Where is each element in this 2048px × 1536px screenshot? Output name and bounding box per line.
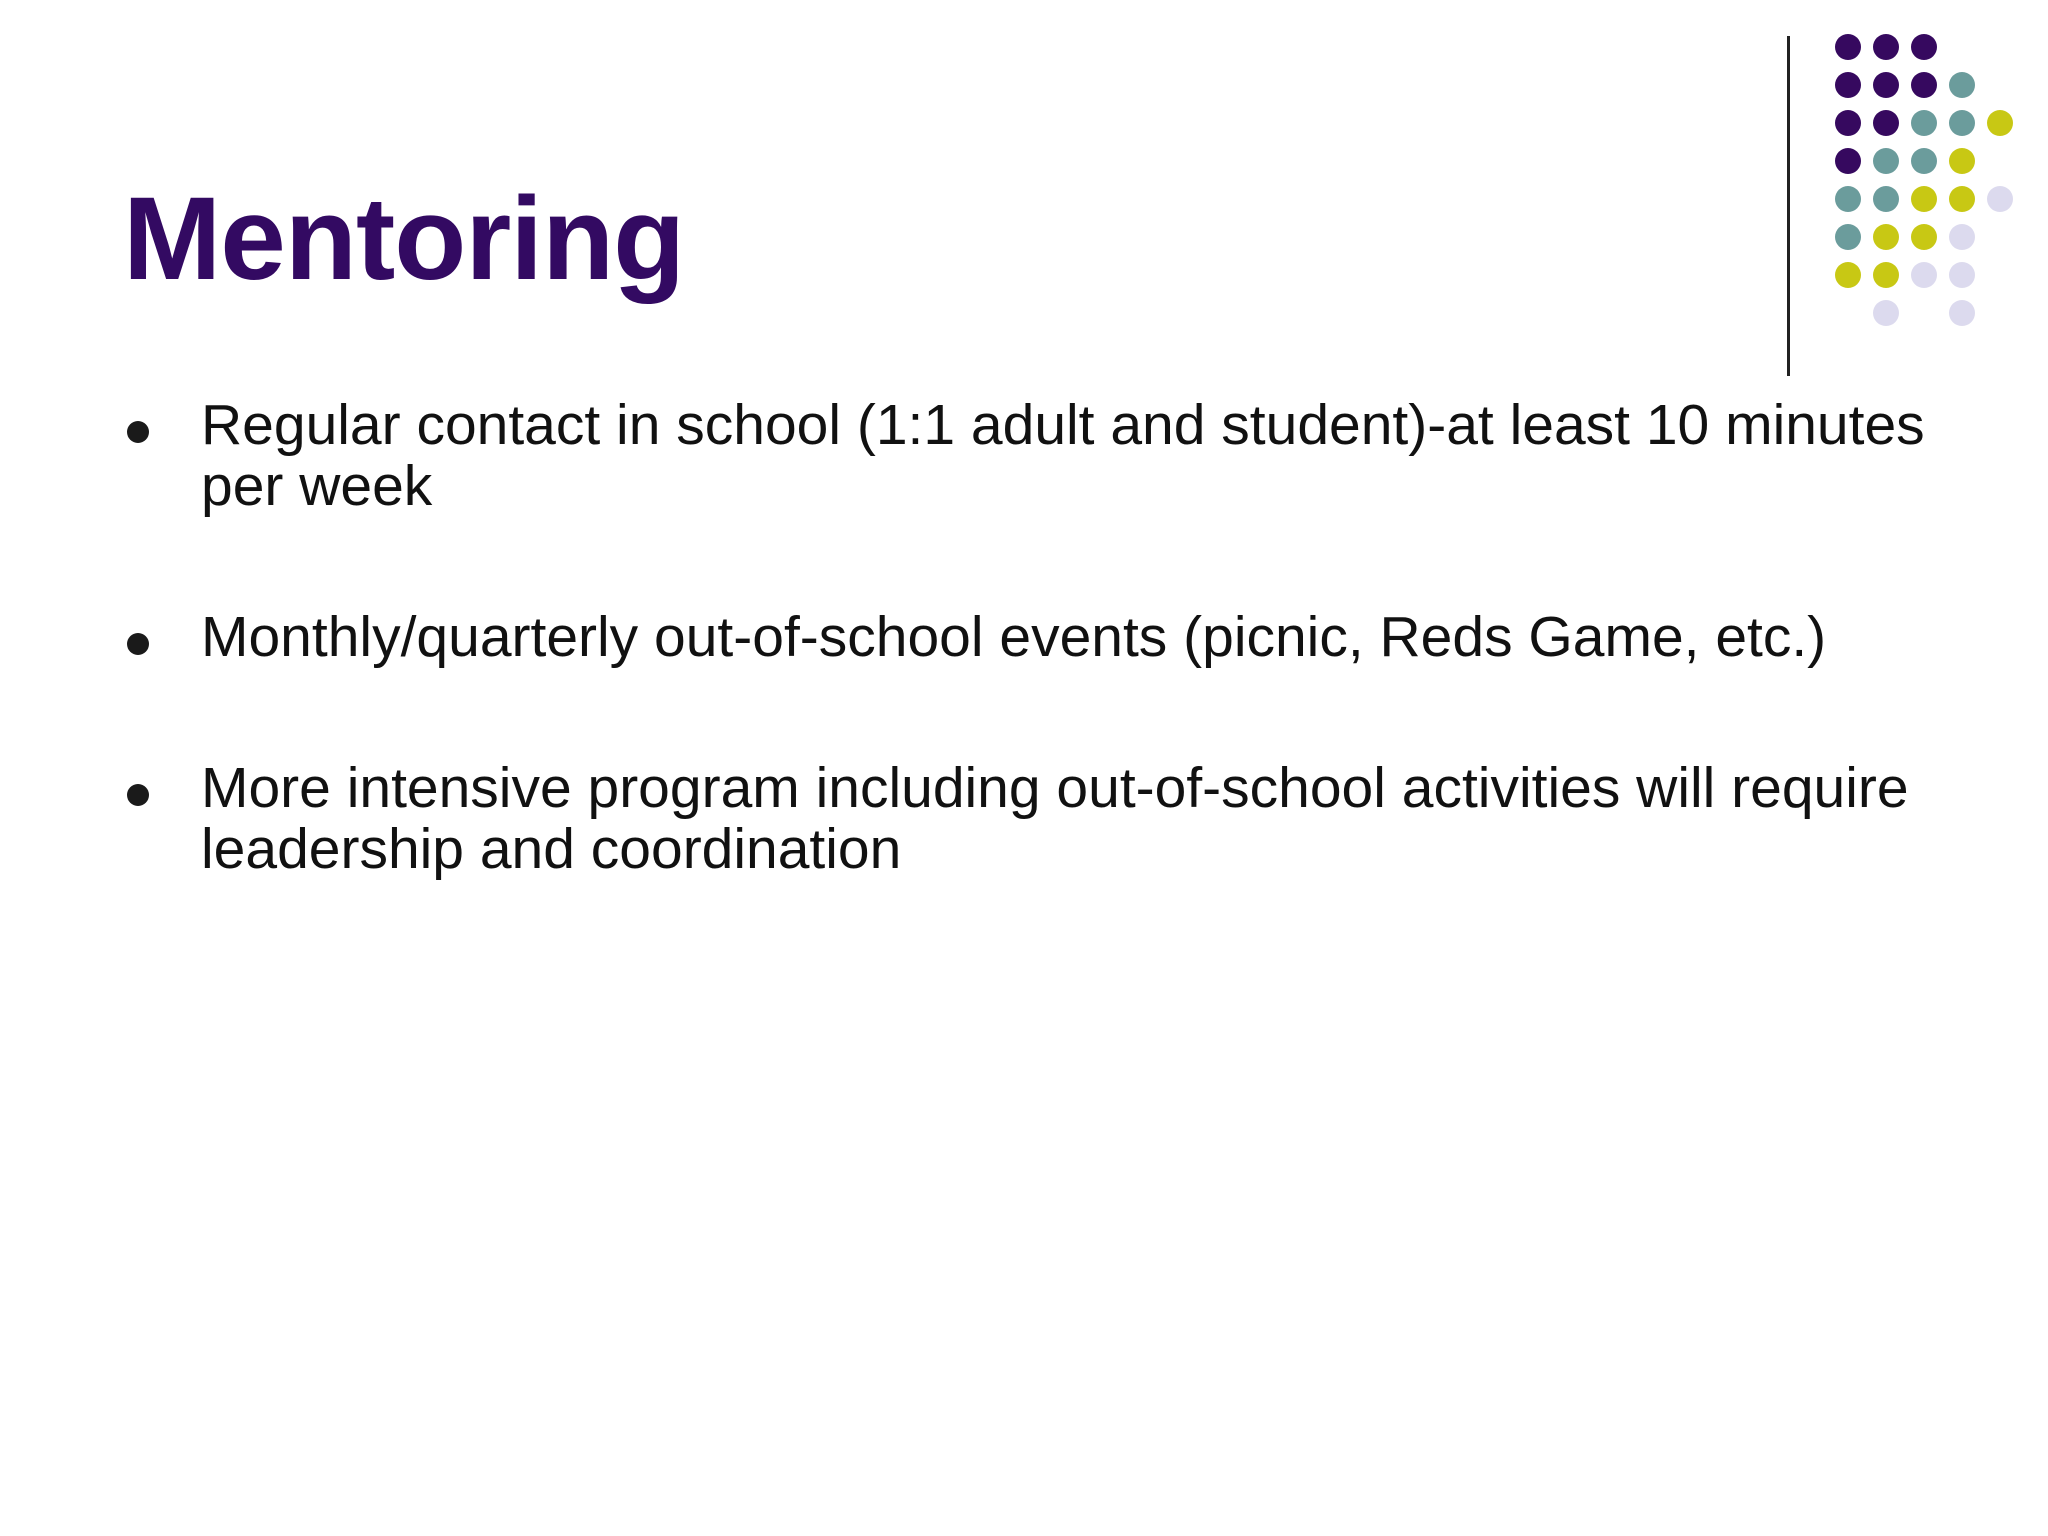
decorative-dot xyxy=(1873,224,1899,250)
decorative-dot xyxy=(1911,224,1937,250)
decorative-dot xyxy=(1987,110,2013,136)
decorative-dot xyxy=(1835,224,1861,250)
decorative-dot xyxy=(1949,72,1975,98)
decorative-dot xyxy=(1873,34,1899,60)
decorative-dot xyxy=(1949,148,1975,174)
slide-title: Mentoring xyxy=(123,173,685,305)
decorative-dot xyxy=(1911,262,1937,288)
bullet-icon xyxy=(127,421,149,443)
bullet-item xyxy=(123,395,1953,517)
bullet-item xyxy=(123,607,1953,668)
decorative-dot xyxy=(1873,72,1899,98)
decorative-dot xyxy=(1873,262,1899,288)
decorative-dot xyxy=(1911,34,1937,60)
divider-line xyxy=(1787,36,1790,376)
decorative-dot xyxy=(1873,148,1899,174)
bullet-text: Monthly/quarterly out-of-school events (picnic, Reds Game, etc.) xyxy=(201,605,1827,669)
decorative-dot xyxy=(1835,110,1861,136)
bullet-icon xyxy=(127,784,149,806)
decorative-dot xyxy=(1911,148,1937,174)
decorative-dot xyxy=(1873,300,1899,326)
decorative-dot xyxy=(1949,262,1975,288)
bullet-text: Regular contact in school (1:1 adult and student)-at least 10 minutes per week xyxy=(201,393,1925,518)
decorative-dot xyxy=(1949,186,1975,212)
decorative-dot xyxy=(1911,110,1937,136)
decorative-dot xyxy=(1835,34,1861,60)
bullet-icon xyxy=(127,633,149,655)
bullet-item xyxy=(123,758,1953,880)
decorative-dot xyxy=(1911,72,1937,98)
decorative-dot xyxy=(1835,148,1861,174)
decorative-dot xyxy=(1873,110,1899,136)
bullet-text: More intensive program including out-of-school activities will require leadership and coordination xyxy=(201,756,1909,881)
decorative-dot xyxy=(1987,186,2013,212)
decorative-dot xyxy=(1835,262,1861,288)
decorative-dot xyxy=(1835,186,1861,212)
decorative-dot xyxy=(1911,186,1937,212)
decorative-dot xyxy=(1949,110,1975,136)
bullet-list xyxy=(123,395,1953,880)
decorative-dot xyxy=(1835,72,1861,98)
decorative-dot xyxy=(1873,186,1899,212)
decorative-dot xyxy=(1949,224,1975,250)
decorative-dot xyxy=(1949,300,1975,326)
